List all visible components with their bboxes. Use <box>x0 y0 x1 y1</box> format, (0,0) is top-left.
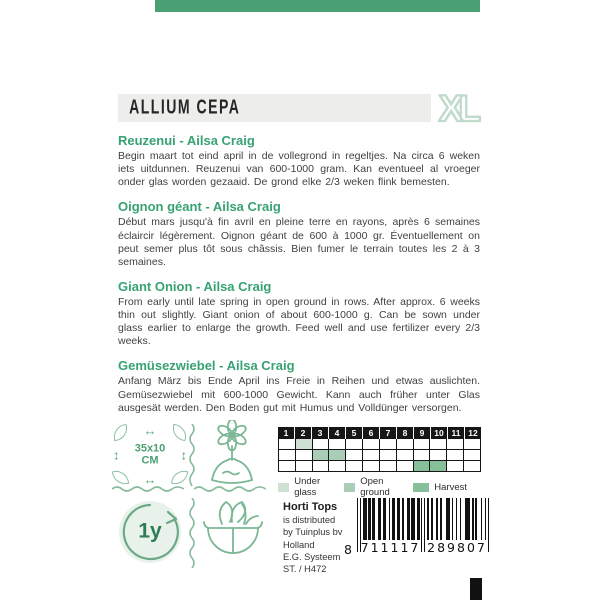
calendar-month: 1 <box>278 427 294 439</box>
calendar-cell-harvest-m10 <box>430 461 446 471</box>
section-dutch <box>118 133 480 189</box>
leaf-icon <box>171 469 188 486</box>
legend-swatch <box>413 483 429 492</box>
calendar-month: 11 <box>448 427 464 439</box>
calendar-cell-harvest-m9 <box>414 461 430 471</box>
calendar-cell-harvest-m12 <box>464 461 480 471</box>
calendar-cell-open-ground-m6 <box>363 450 379 460</box>
legend-label: Under glass <box>294 476 321 498</box>
calendar-month: 5 <box>346 427 362 439</box>
divider-horizontal <box>112 485 184 493</box>
calendar-cell-open-ground-m7 <box>380 450 396 460</box>
distributor-line: E.G. Systeem <box>283 551 341 562</box>
calendar-cell-open-ground-m11 <box>447 450 463 460</box>
calendar-cell-harvest-m8 <box>397 461 413 471</box>
calendar-cell-under-glass-m6 <box>363 439 379 449</box>
calendar-cell-under-glass-m10 <box>430 439 446 449</box>
sowing-calendar <box>278 427 481 498</box>
calendar-month: 2 <box>295 427 311 439</box>
calendar-month-row <box>278 427 481 439</box>
annual-cycle-icon <box>116 498 184 566</box>
section-body: From early until late spring in open ground in rows. After approx. 6 weeks thin out slightly. Giant onion of about 600-1000 g. Can be sown under glass earlier to enlarge the growth. Feed well and use fertilizer every 2/3 weeks. <box>118 295 480 348</box>
barcode-digit-prefix: 8 <box>344 542 352 557</box>
calendar-month: 3 <box>312 427 328 439</box>
header-row <box>118 87 480 129</box>
vertical-arrow-icon: ↕ <box>113 447 120 463</box>
calendar-legend <box>278 476 481 498</box>
barcode-digits-right: 289807 <box>427 540 487 555</box>
ean-barcode <box>344 498 490 560</box>
calendar-cell-open-ground-m12 <box>464 450 480 460</box>
divider-horizontal <box>194 485 266 493</box>
distributor-block <box>283 501 353 575</box>
calendar-month: 4 <box>329 427 345 439</box>
calendar-cell-open-ground-m3 <box>313 450 329 460</box>
divider-vertical <box>188 498 196 568</box>
calendar-grid <box>278 439 481 472</box>
spacing-label <box>135 443 166 466</box>
calendar-cell-under-glass-m4 <box>329 439 345 449</box>
plant-spacing-icon <box>112 424 188 486</box>
calendar-cell-open-ground-m1 <box>279 450 295 460</box>
botanical-name: ALLIUM CEPA <box>129 96 241 119</box>
divider-vertical <box>188 424 196 486</box>
distributor-line: ST. / H472 <box>283 564 327 575</box>
content-column <box>118 87 480 415</box>
calendar-cell-harvest-m2 <box>296 461 312 471</box>
calendar-cell-under-glass-m5 <box>346 439 362 449</box>
print-registration-mark <box>470 578 482 600</box>
barcode-digits-left: 711117 <box>360 540 421 555</box>
horizontal-arrow-icon: ↔ <box>143 472 157 487</box>
calendar-cell-harvest-m7 <box>380 461 396 471</box>
calendar-cell-under-glass-m8 <box>397 439 413 449</box>
calendar-cell-open-ground-m2 <box>296 450 312 460</box>
barcode-bar <box>488 498 489 552</box>
leaf-icon <box>112 469 129 486</box>
distributor-line: is distributed <box>283 515 336 525</box>
calendar-cell-open-ground-m8 <box>397 450 413 460</box>
spacing-unit: CM <box>141 454 159 466</box>
legend-label: Open ground <box>360 476 390 498</box>
calendar-cell-under-glass-m7 <box>380 439 396 449</box>
legend-item <box>278 476 330 498</box>
calendar-month: 7 <box>380 427 396 439</box>
legend-item <box>413 482 467 493</box>
calendar-cell-under-glass-m1 <box>279 439 295 449</box>
calendar-month: 10 <box>431 427 447 439</box>
calendar-month: 12 <box>465 427 481 439</box>
spacing-size: 35x10 <box>134 442 166 455</box>
calendar-cell-open-ground-m9 <box>414 450 430 460</box>
brand-name: Horti Tops <box>283 501 338 513</box>
leaf-icon <box>112 424 129 441</box>
calendar-cell-harvest-m5 <box>346 461 362 471</box>
section-body: Anfang März bis Ende April ins Freie in Reihen und etwas auslichten. Gemüsezwiebel mit 600-1000 Gewicht. Kann auch früher unter Glas ausgesät werden. Den Boden gut mit Humus und Volldünger versorgen. <box>118 375 480 414</box>
calendar-month: 9 <box>414 427 430 439</box>
calendar-cell-under-glass-m12 <box>464 439 480 449</box>
calendar-cell-harvest-m11 <box>447 461 463 471</box>
section-body: Begin maart tot eind april in de vollegrond in regeltjes. Na circa 6 weken iets uitdunnen. Reuzenui van 600-1000 gram. Kan eventueel al vroeger onder glas worden gezaaid. De grond elke 2/3 weken flink bemesten. <box>118 150 480 189</box>
calendar-cell-harvest-m6 <box>363 461 379 471</box>
calendar-cell-harvest-m1 <box>279 461 295 471</box>
distributor-line: by Tuinplus bv <box>283 527 343 538</box>
size-badge: XL <box>438 87 476 129</box>
seedling-icon <box>204 420 260 486</box>
section-heading: Oignon géant - Ailsa Craig <box>118 199 281 215</box>
section-body: Début mars jusqu'à fin avril en pleine terre en rayons, après 6 semaines éclaircir légèrement. Oignon géant de 600 à 1000 gr. Éventuellement on peut semer plus tôt sous châssis. Bien fumer le terrain toutes les 2 à 3 semaines. <box>118 216 480 268</box>
legend-item <box>344 476 399 498</box>
legend-swatch <box>344 483 355 492</box>
salad-bowl-icon <box>202 494 264 566</box>
botanical-name-bar <box>118 94 431 122</box>
cycle-label: 1y <box>138 519 162 543</box>
section-heading: Gemüsezwiebel - Ailsa Craig <box>118 358 295 374</box>
calendar-cell-harvest-m3 <box>313 461 329 471</box>
legend-swatch <box>278 483 289 492</box>
brand-color-bar <box>155 0 480 12</box>
calendar-cell-under-glass-m2 <box>296 439 312 449</box>
calendar-cell-open-ground-m4 <box>329 450 345 460</box>
calendar-cell-open-ground-m5 <box>346 450 362 460</box>
calendar-cell-under-glass-m3 <box>313 439 329 449</box>
vertical-arrow-icon: ↕ <box>180 447 187 463</box>
section-heading: Giant Onion - Ailsa Craig <box>118 278 272 294</box>
calendar-cell-under-glass-m11 <box>447 439 463 449</box>
section-german <box>118 358 480 414</box>
leaf-icon <box>171 424 188 441</box>
calendar-cell-harvest-m4 <box>329 461 345 471</box>
section-english <box>118 279 480 349</box>
section-french <box>118 199 480 269</box>
section-heading: Reuzenui - Ailsa Craig <box>118 133 255 148</box>
legend-label: Harvest <box>434 481 467 493</box>
calendar-cell-open-ground-m10 <box>430 450 446 460</box>
horizontal-arrow-icon: ↔ <box>143 423 157 438</box>
distributor-line: Holland <box>283 539 315 550</box>
calendar-cell-under-glass-m9 <box>414 439 430 449</box>
calendar-month: 6 <box>363 427 379 439</box>
calendar-month: 8 <box>397 427 413 439</box>
